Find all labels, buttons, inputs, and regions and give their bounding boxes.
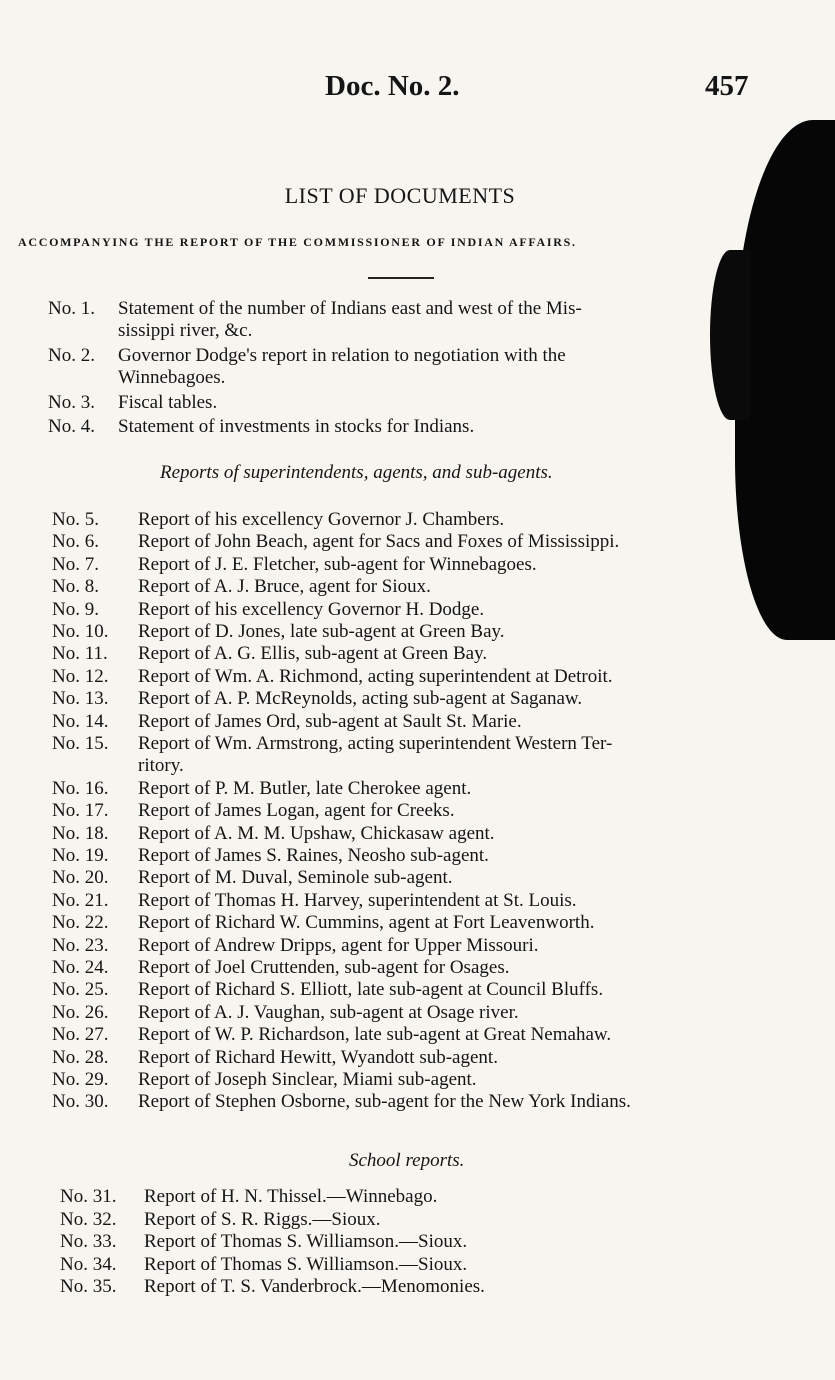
- list-item: [52, 890, 577, 912]
- item-text: Report of S. R. Riggs.—Sioux.: [144, 1208, 381, 1230]
- item-number: No. 22.: [52, 912, 109, 934]
- item-number: No. 10.: [52, 621, 109, 642]
- section-heading-reports: Reports of superintendents, agents, and sub-agents.: [160, 462, 553, 483]
- item-text: Report of D. Jones, late sub-agent at Green Bay.: [138, 621, 505, 642]
- item-text: Report of Thomas H. Harvey, superintendent at St. Louis.: [138, 889, 577, 911]
- list-item: [52, 666, 613, 688]
- item-text: Report of H. N. Thissel.—Winnebago.: [144, 1186, 438, 1207]
- list-subtitle: ACCOMPANYING THE REPORT OF THE COMMISSIONER OF INDIAN AFFAIRS.: [18, 235, 577, 249]
- list-item: [52, 979, 603, 1001]
- list-item: [60, 1254, 467, 1276]
- list-item: [52, 957, 509, 979]
- list-item: [52, 554, 537, 576]
- item-number: No. 7.: [52, 553, 99, 575]
- item-number: No. 5.: [52, 509, 99, 530]
- item-text: Report of Joel Cruttenden, sub-agent for Osages.: [138, 957, 510, 978]
- item-number: No. 16.: [52, 777, 109, 799]
- item-number: No. 28.: [52, 1046, 109, 1068]
- list-item: [52, 576, 431, 598]
- item-number: No. 19.: [52, 845, 109, 866]
- item-number: No. 13.: [52, 688, 109, 710]
- item-number: No. 18.: [52, 822, 109, 844]
- page-header: [0, 70, 835, 110]
- item-number: No. 21.: [52, 889, 109, 911]
- item-text: Report of Richard W. Cummins, agent at Fort Leavenworth.: [138, 912, 595, 934]
- item-number: No. 1.: [48, 298, 95, 319]
- item-text: Report of W. P. Richardson, late sub-agent at Great Nemahaw.: [138, 1024, 612, 1046]
- item-number: No. 31.: [60, 1186, 117, 1207]
- list-item: [52, 1047, 498, 1069]
- item-text: Report of James Ord, sub-agent at Sault St. Marie.: [138, 710, 522, 732]
- item-text: Report of T. S. Vanderbrock.—Menomonies.: [144, 1276, 485, 1298]
- list-item: [52, 823, 495, 845]
- item-number: No. 6.: [52, 531, 99, 553]
- item-continuation: ritory.: [138, 755, 184, 776]
- list-item: [52, 1024, 611, 1046]
- doc-title: Doc. No. 2.: [325, 70, 460, 102]
- list-item: [52, 867, 453, 889]
- item-number: No. 24.: [52, 957, 109, 978]
- list-item: [52, 643, 487, 665]
- list-item: [52, 509, 504, 531]
- item-text: Report of Stephen Osborne, sub-agent for the New York Indians.: [138, 1091, 631, 1113]
- item-number: No. 2.: [48, 345, 95, 366]
- item-text: Report of Richard S. Elliott, late sub-agent at Council Bluffs.: [138, 979, 604, 1001]
- item-number: No. 29.: [52, 1069, 109, 1090]
- item-text: Statement of investments in stocks for Indians.: [118, 415, 475, 437]
- item-number: No. 11.: [52, 643, 108, 665]
- item-text: Report of his excellency Governor J. Chambers.: [138, 509, 505, 530]
- item-text: Report of James Logan, agent for Creeks.: [138, 800, 455, 822]
- item-continuation: sissippi river, &c.: [118, 320, 253, 341]
- title-rule: [368, 277, 434, 279]
- list-item: [48, 298, 582, 342]
- item-text: Report of James S. Raines, Neosho sub-agent.: [138, 845, 489, 866]
- item-number: No. 15.: [52, 733, 109, 754]
- list-item: [52, 1002, 519, 1024]
- item-number: No. 9.: [52, 598, 99, 620]
- item-continuation: Winnebagoes.: [118, 367, 226, 388]
- list-item: [60, 1276, 485, 1298]
- section-heading-schools: School reports.: [349, 1150, 465, 1171]
- list-item: [52, 778, 471, 800]
- list-item: [48, 416, 474, 438]
- item-text: Report of his excellency Governor H. Dodge.: [138, 598, 485, 620]
- list-item: [52, 1069, 477, 1091]
- list-item: [48, 345, 566, 389]
- item-number: No. 30.: [52, 1091, 109, 1113]
- list-item: [52, 688, 582, 710]
- item-number: No. 34.: [60, 1253, 117, 1275]
- list-item: [52, 912, 594, 934]
- list-item: [52, 800, 455, 822]
- item-text: Report of A. P. McReynolds, acting sub-agent at Saganaw.: [138, 688, 583, 710]
- item-number: No. 14.: [52, 710, 109, 732]
- item-text: Report of Joseph Sinclear, Miami sub-agent.: [138, 1069, 477, 1090]
- item-number: No. 27.: [52, 1024, 109, 1046]
- list-title: LIST OF DOCUMENTS: [284, 183, 516, 208]
- item-number: No. 26.: [52, 1001, 109, 1023]
- ink-blot-edge: [710, 250, 750, 420]
- item-text: Report of Richard Hewitt, Wyandott sub-agent.: [138, 1046, 498, 1068]
- item-number: No. 35.: [60, 1276, 117, 1298]
- item-number: No. 8.: [52, 576, 99, 598]
- page-number: 457: [705, 70, 749, 102]
- item-number: No. 4.: [48, 415, 95, 437]
- list-item: [52, 845, 489, 867]
- item-number: No. 23.: [52, 934, 109, 956]
- item-text: Report of Andrew Dripps, agent for Upper Missouri.: [138, 934, 539, 956]
- list-item: [52, 711, 522, 733]
- item-text: Report of A. J. Bruce, agent for Sioux.: [138, 576, 431, 598]
- list-item: [52, 1091, 631, 1113]
- item-text: Report of P. M. Butler, late Cherokee agent.: [138, 777, 472, 799]
- item-text: Report of John Beach, agent for Sacs and Foxes of Mississippi.: [138, 531, 620, 553]
- list-item: [52, 531, 619, 553]
- list-item: [52, 621, 505, 643]
- list-item: [48, 392, 217, 414]
- item-text: Report of Wm. Armstrong, acting superintendent Western Ter-: [138, 733, 613, 754]
- item-text: Report of Thomas S. Williamson.—Sioux.: [144, 1253, 468, 1275]
- item-number: No. 3.: [48, 392, 95, 413]
- list-item: [52, 935, 539, 957]
- item-number: No. 33.: [60, 1231, 117, 1253]
- item-text: Governor Dodge's report in relation to negotiation with the: [118, 345, 566, 366]
- item-number: No. 17.: [52, 800, 109, 822]
- item-text: Report of Thomas S. Williamson.—Sioux.: [144, 1231, 468, 1253]
- list-item: [60, 1186, 437, 1208]
- list-item: [60, 1231, 467, 1253]
- item-text: Report of A. G. Ellis, sub-agent at Green Bay.: [138, 643, 488, 665]
- item-text: Report of M. Duval, Seminole sub-agent.: [138, 867, 453, 889]
- item-number: No. 25.: [52, 979, 109, 1001]
- item-text: Fiscal tables.: [118, 392, 218, 413]
- item-text: Report of A. M. M. Upshaw, Chickasaw agent.: [138, 822, 495, 844]
- item-text: Report of J. E. Fletcher, sub-agent for Winnebagoes.: [138, 553, 537, 575]
- item-number: No. 12.: [52, 665, 109, 687]
- list-item: [60, 1209, 380, 1231]
- item-number: No. 20.: [52, 867, 109, 889]
- list-item: [52, 599, 484, 621]
- item-text: Report of Wm. A. Richmond, acting superintendent at Detroit.: [138, 665, 613, 687]
- item-text: Report of A. J. Vaughan, sub-agent at Osage river.: [138, 1001, 519, 1023]
- list-item: [52, 733, 612, 777]
- item-number: No. 32.: [60, 1208, 117, 1230]
- item-text: Statement of the number of Indians east and west of the Mis-: [118, 298, 582, 319]
